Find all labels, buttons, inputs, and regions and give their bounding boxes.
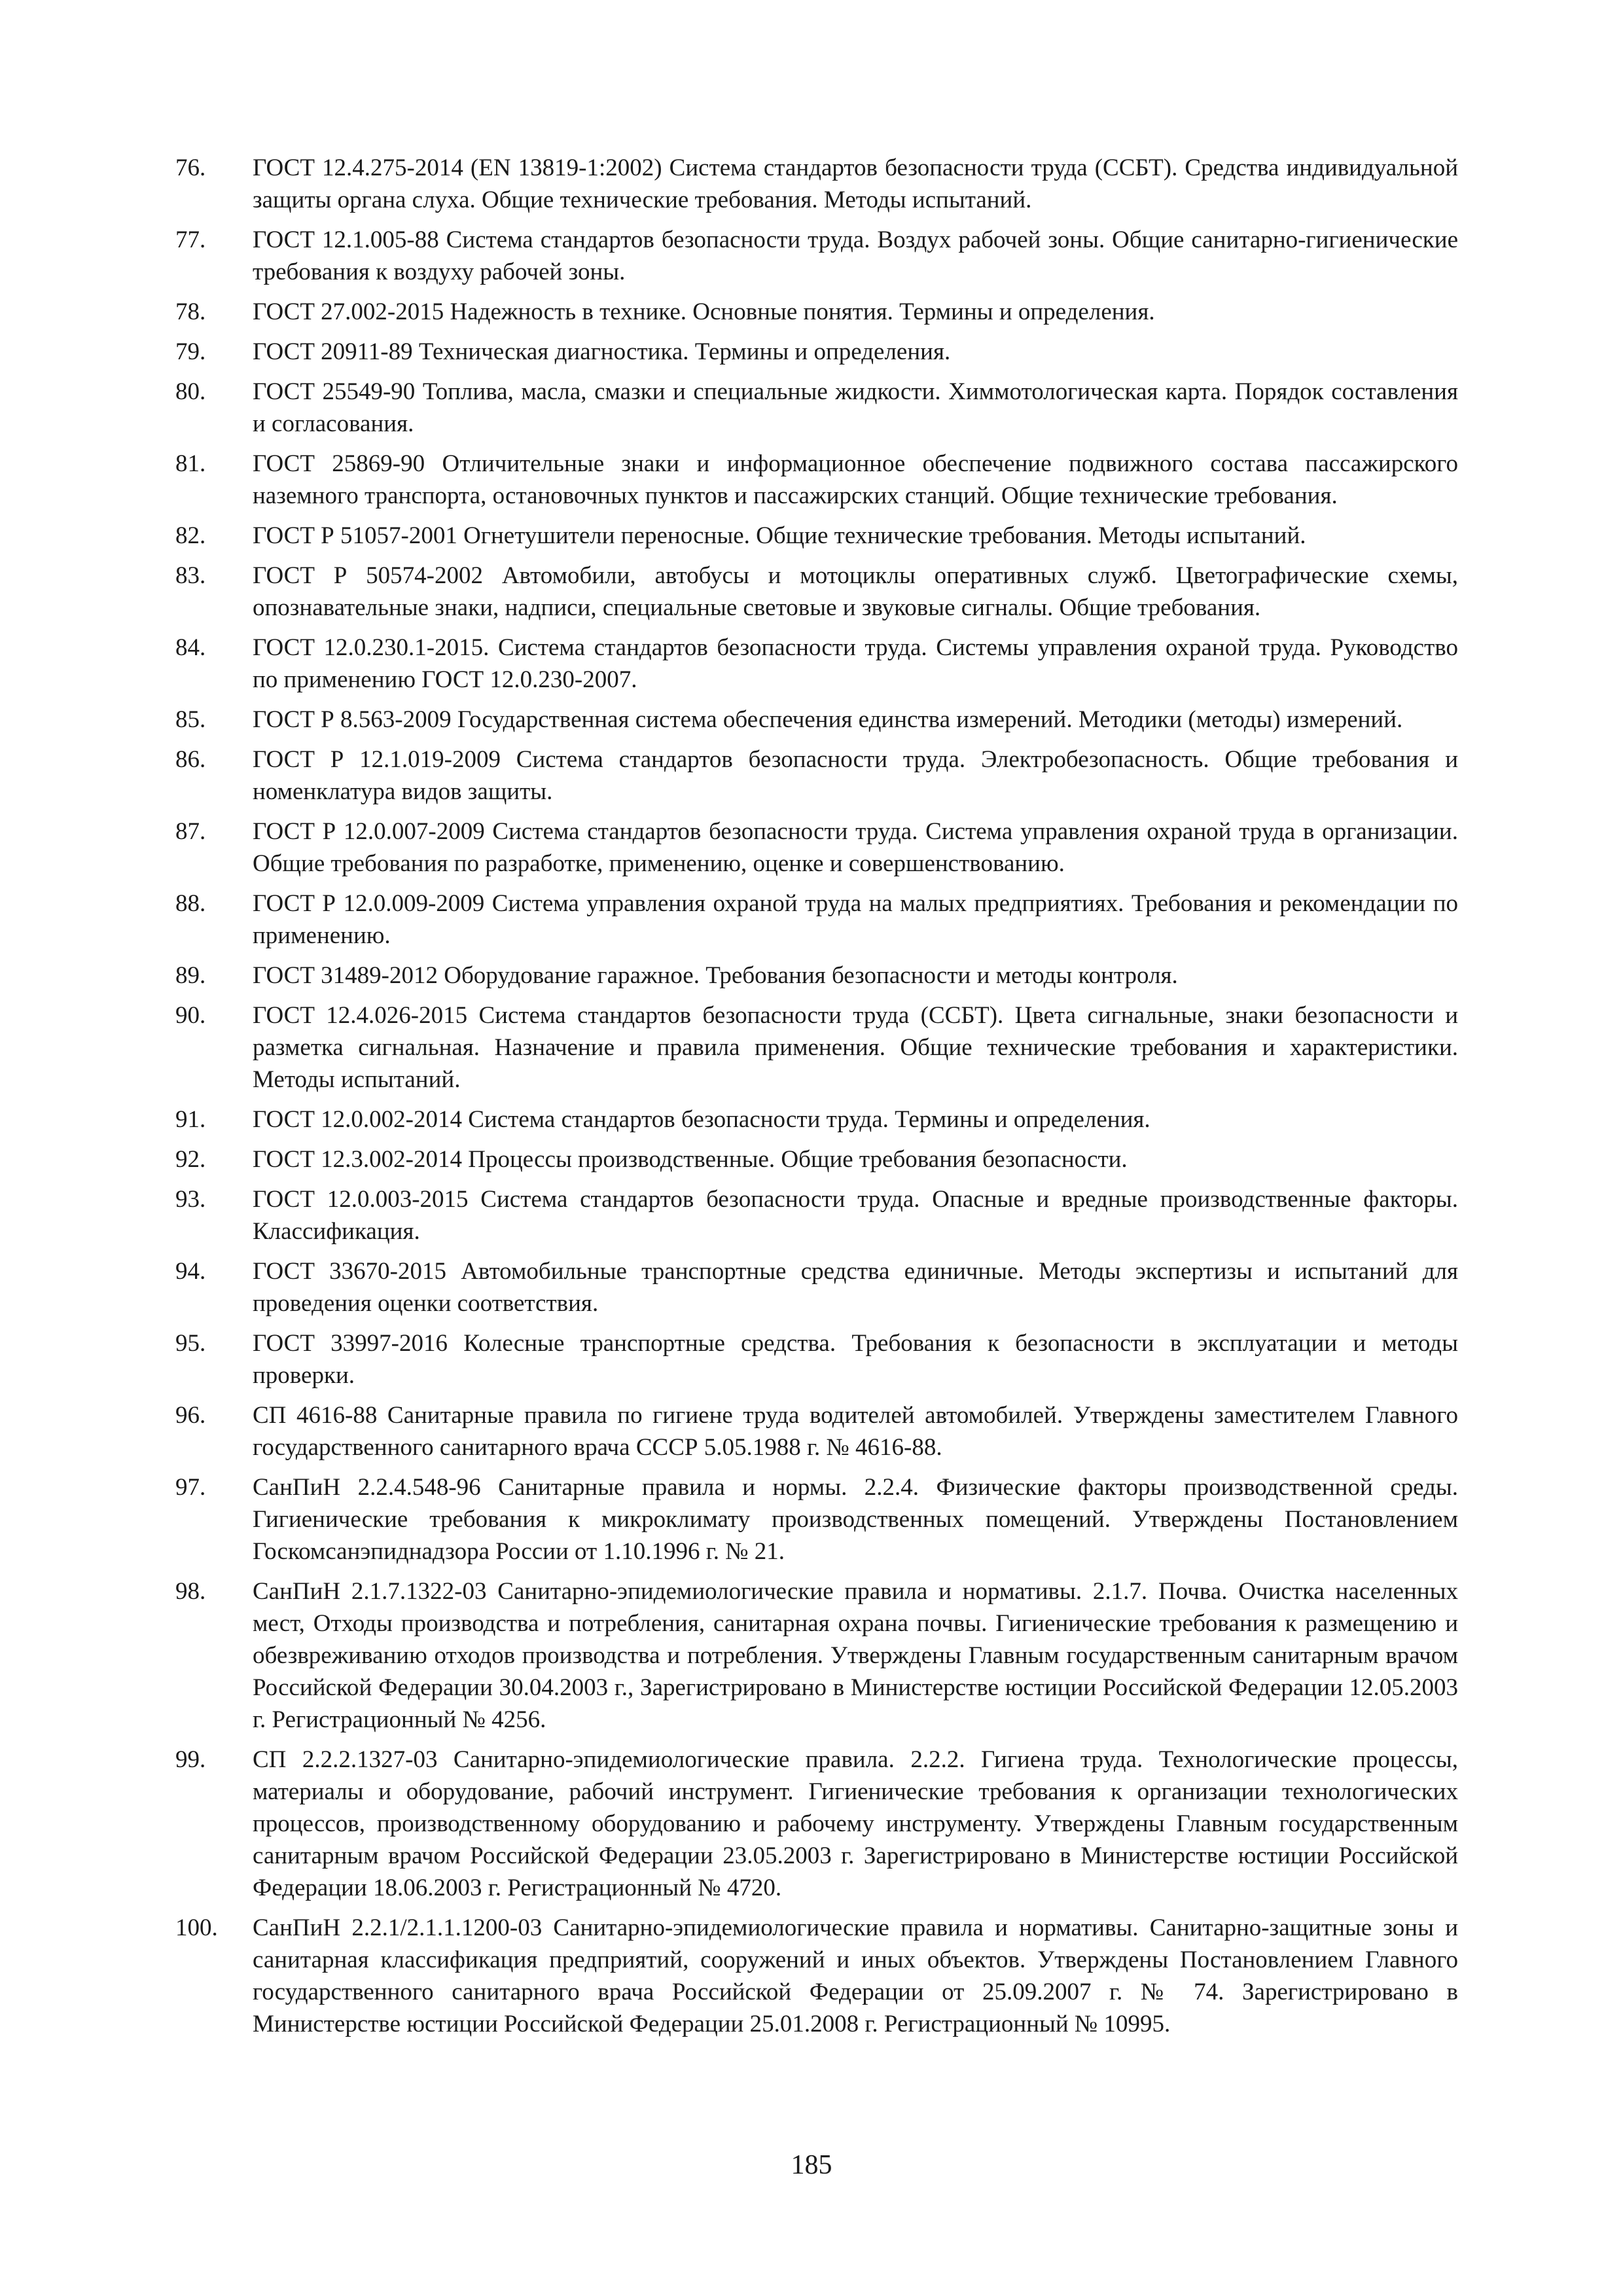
reference-text: ГОСТ 12.0.230.1-2015. Система стандартов безопасности труда. Системы управления охраной труда. Руководство по применению ГОСТ 12.0.230-2007. xyxy=(253,634,1458,693)
reference-number: 95. xyxy=(175,1330,206,1357)
reference-item xyxy=(175,744,1458,808)
reference-text: ГОСТ 12.4.275-2014 (EN 13819-1:2002) Система стандартов безопасности труда (ССБТ). Средства индивидуальной защиты органа слуха. Общие технические требования. Методы испытаний. xyxy=(253,154,1458,213)
reference-text: ГОСТ 27.002-2015 Надежность в технике. Основные понятия. Термины и определения. xyxy=(253,298,1155,325)
reference-number: 84. xyxy=(175,634,206,661)
reference-number: 80. xyxy=(175,378,206,405)
reference-item xyxy=(175,224,1458,288)
reference-number: 83. xyxy=(175,562,206,589)
reference-text: ГОСТ 12.0.003-2015 Система стандартов безопасности труда. Опасные и вредные производственные факторы. Классификация. xyxy=(253,1186,1458,1245)
reference-number: 85. xyxy=(175,706,206,733)
reference-number: 99. xyxy=(175,1746,206,1773)
reference-item xyxy=(175,1143,1458,1175)
reference-item xyxy=(175,1255,1458,1319)
reference-number: 88. xyxy=(175,890,206,917)
reference-number: 77. xyxy=(175,226,206,253)
reference-item xyxy=(175,704,1458,736)
reference-text: ГОСТ Р 12.0.007-2009 Система стандартов безопасности труда. Система управления охраной труда в организации. Общие требования по разработке, применению, оценке и совершенствованию. xyxy=(253,818,1458,877)
reference-text: ГОСТ Р 12.0.009-2009 Система управления охраной труда на малых предприятиях. Требования и рекомендации по применению. xyxy=(253,890,1458,949)
reference-text: ГОСТ 33997-2016 Колесные транспортные средства. Требования к безопасности в эксплуатации и методы проверки. xyxy=(253,1330,1458,1389)
reference-item xyxy=(175,1744,1458,1904)
reference-number: 82. xyxy=(175,522,206,549)
reference-number: 93. xyxy=(175,1186,206,1213)
reference-text: СП 4616-88 Санитарные правила по гигиене труда водителей автомобилей. Утверждены заместителем Главного государственного санитарного врача СССР 5.05.1988 г. № 4616-88. xyxy=(253,1402,1458,1461)
reference-number: 90. xyxy=(175,1002,206,1029)
reference-item xyxy=(175,1183,1458,1247)
reference-number: 86. xyxy=(175,746,206,773)
reference-text: СанПиН 2.2.4.548-96 Санитарные правила и нормы. 2.2.4. Физические факторы производственной среды. Гигиенические требования к микроклимату производственных помещений. Утверждены Постановлением Госкомсанэпиднадзора России от 1.10.1996 г. № 21. xyxy=(253,1474,1458,1565)
reference-item xyxy=(175,1327,1458,1391)
reference-number: 96. xyxy=(175,1402,206,1429)
reference-number: 89. xyxy=(175,962,206,989)
reference-text: ГОСТ 12.3.002-2014 Процессы производственные. Общие требования безопасности. xyxy=(253,1146,1128,1173)
reference-text: СанПиН 2.2.1/2.1.1.1200-03 Санитарно-эпидемиологические правила и нормативы. Санитарно-защитные зоны и санитарная классификация предприятий, сооружений и иных объектов. Утверждены Постановлением Главного государственного санитарного врача Российской Федерации от 25.09.2007 г. № 74. Зарегистрировано в Министерстве юстиции Российской Федерации 25.01.2008 г. Регистрационный № 10995. xyxy=(253,1914,1458,2037)
reference-text: ГОСТ 12.4.026-2015 Система стандартов безопасности труда (ССБТ). Цвета сигнальные, знаки безопасности и разметка сигнальная. Назначение и правила применения. Общие технические требования и характеристики. Методы испытаний. xyxy=(253,1002,1458,1093)
reference-text: СП 2.2.2.1327-03 Санитарно-эпидемиологические правила. 2.2.2. Гигиена труда. Технологические процессы, материалы и оборудование, рабочий инструмент. Гигиенические требования к организации технологических процессов, производственному оборудованию и рабочему инструменту. Утверждены Главным государственным санитарным врачом Российской Федерации 23.05.2003 г. Зарегистрировано в Министерстве юстиции Российской Федерации 18.06.2003 г. Регистрационный № 4720. xyxy=(253,1746,1458,1901)
reference-text: ГОСТ Р 50574-2002 Автомобили, автобусы и мотоциклы оперативных служб. Цветографические схемы, опознавательные знаки, надписи, специальные световые и звуковые сигналы. Общие требования. xyxy=(253,562,1458,621)
reference-number: 92. xyxy=(175,1146,206,1173)
reference-text: ГОСТ 12.0.002-2014 Система стандартов безопасности труда. Термины и определения. xyxy=(253,1106,1150,1133)
reference-item xyxy=(175,376,1458,440)
reference-number: 81. xyxy=(175,450,206,477)
reference-number: 97. xyxy=(175,1474,206,1501)
reference-item xyxy=(175,560,1458,624)
reference-text: ГОСТ 25549-90 Топлива, масла, смазки и специальные жидкости. Химмотологическая карта. Порядок составления и согласования. xyxy=(253,378,1458,437)
reference-number: 94. xyxy=(175,1258,206,1285)
reference-text: ГОСТ 25869-90 Отличительные знаки и информационное обеспечение подвижного состава пассажирского наземного транспорта, остановочных пунктов и пассажирских станций. Общие технические требования. xyxy=(253,450,1458,509)
reference-item xyxy=(175,1575,1458,1736)
reference-text: ГОСТ Р 12.1.019-2009 Система стандартов безопасности труда. Электробезопасность. Общие требования и номенклатура видов защиты. xyxy=(253,746,1458,805)
reference-text: ГОСТ 20911-89 Техническая диагностика. Термины и определения. xyxy=(253,338,951,365)
reference-text: ГОСТ 12.1.005-88 Система стандартов безопасности труда. Воздух рабочей зоны. Общие санитарно-гигиенические требования к воздуху рабочей зоны. xyxy=(253,226,1458,285)
reference-item xyxy=(175,448,1458,512)
reference-item xyxy=(175,1103,1458,1136)
reference-item xyxy=(175,1399,1458,1463)
reference-text: ГОСТ 31489-2012 Оборудование гаражное. Требования безопасности и методы контроля. xyxy=(253,962,1178,989)
reference-number: 78. xyxy=(175,298,206,325)
reference-number: 76. xyxy=(175,154,206,181)
reference-number: 79. xyxy=(175,338,206,365)
reference-text: ГОСТ Р 8.563-2009 Государственная система обеспечения единства измерений. Методики (методы) измерений. xyxy=(253,706,1403,733)
page-number: 185 xyxy=(791,2150,832,2180)
reference-item xyxy=(175,296,1458,328)
reference-text: ГОСТ Р 51057-2001 Огнетушители переносные. Общие технические требования. Методы испытаний. xyxy=(253,522,1306,549)
reference-item xyxy=(175,816,1458,880)
reference-item xyxy=(175,336,1458,368)
reference-item xyxy=(175,960,1458,992)
reference-number: 91. xyxy=(175,1106,206,1133)
reference-item xyxy=(175,888,1458,952)
reference-item xyxy=(175,1912,1458,2040)
reference-list xyxy=(175,152,1458,2048)
reference-item xyxy=(175,632,1458,696)
reference-item xyxy=(175,999,1458,1096)
reference-number: 98. xyxy=(175,1578,206,1605)
reference-text: СанПиН 2.1.7.1322-03 Санитарно-эпидемиологические правила и нормативы. 2.1.7. Почва. Очистка населенных мест, Отходы производства и потребления, санитарная охрана почвы. Гигиенические требования к размещению и обезвреживанию отходов производства и потребления. Утверждены Главным государственным санитарным врачом Российской Федерации 30.04.2003 г., Зарегистрировано в Министерстве юстиции Российской Федерации 12.05.2003 г. Регистрационный № 4256. xyxy=(253,1578,1458,1733)
reference-number: 100. xyxy=(175,1914,218,1941)
reference-number: 87. xyxy=(175,818,206,845)
reference-item xyxy=(175,152,1458,216)
reference-item xyxy=(175,520,1458,552)
reference-text: ГОСТ 33670-2015 Автомобильные транспортные средства единичные. Методы экспертизы и испытаний для проведения оценки соответствия. xyxy=(253,1258,1458,1317)
reference-item xyxy=(175,1471,1458,1568)
